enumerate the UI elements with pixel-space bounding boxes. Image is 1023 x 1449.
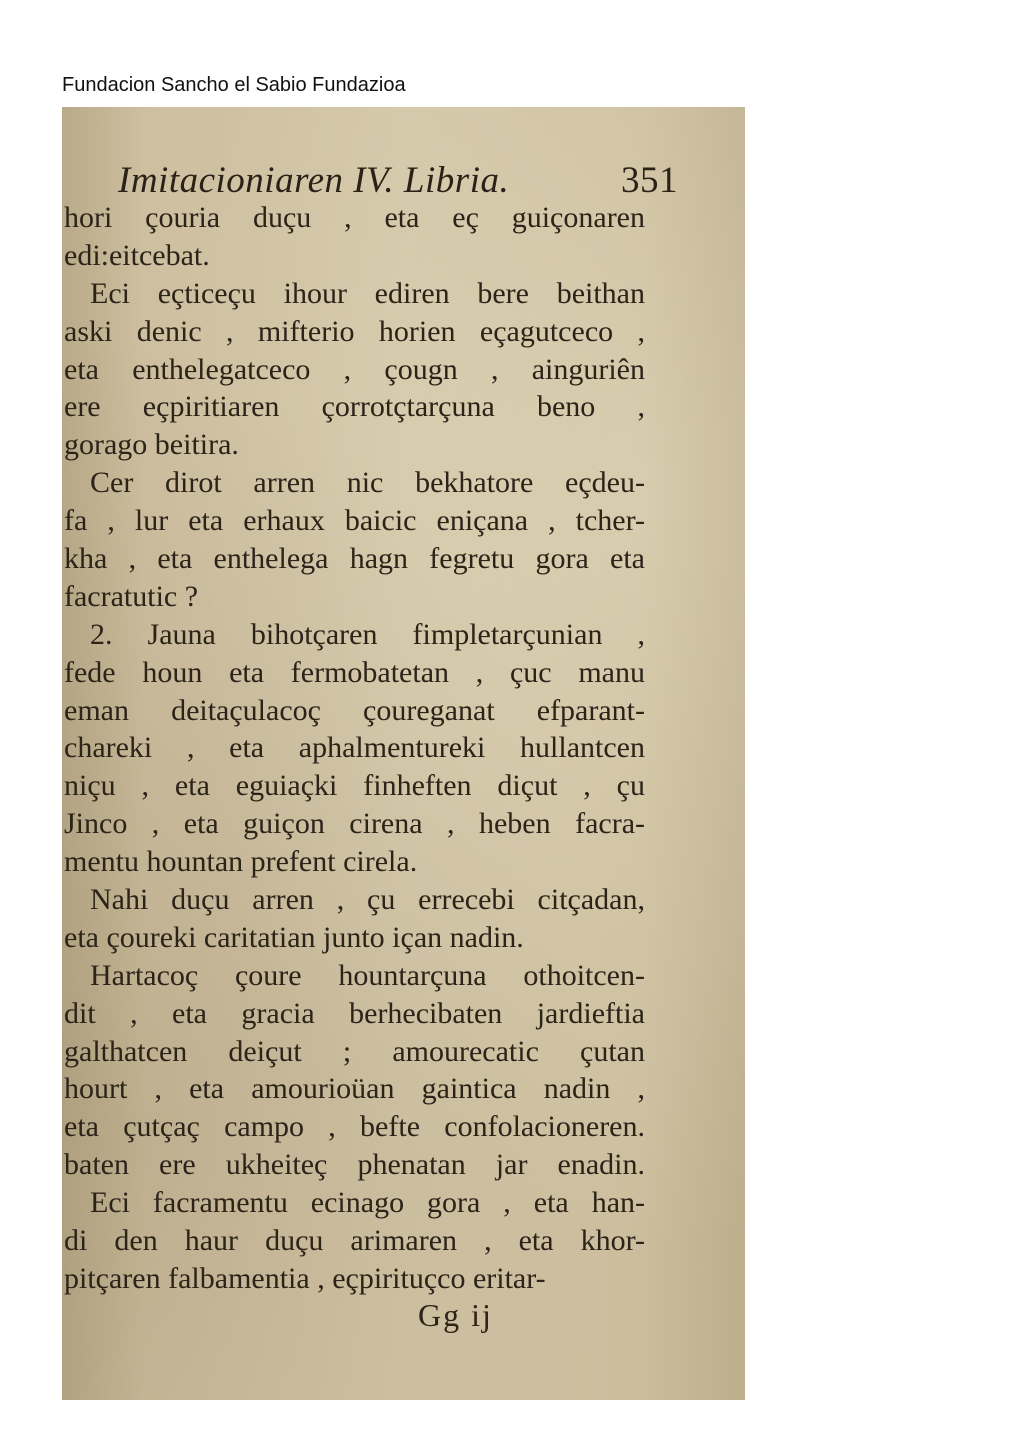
source-label: Fundacion Sancho el Sabio Fundazioa — [62, 74, 406, 96]
text-line: eta çutçaç campo , befte confolacioneren. — [64, 1110, 645, 1144]
text-line: Nahi duçu arren , çu errecebi citçadan, — [90, 883, 645, 917]
signature-mark: Gg ij — [418, 1297, 493, 1333]
text-line: ere eçpiritiaren çorrotçtarçuna beno , — [64, 390, 645, 424]
text-line: edi:eitcebat. — [64, 238, 210, 272]
running-header — [118, 159, 678, 202]
text-line: eta enthelegatceco , çougn , ainguriên — [64, 352, 645, 386]
text-line: galthatcen deiçut ; amourecatic çutan — [64, 1034, 645, 1068]
text-line: hori çouria duçu , eta eç guiçonaren — [64, 201, 645, 234]
running-title: Imitacioniaren IV. Libria. — [118, 160, 510, 201]
text-line: eman deitaçulacoç çoureganat efparant- — [64, 693, 645, 727]
text-line: fede houn eta fermobatetan , çuc manu — [64, 655, 645, 689]
text-line: hourt , eta amourioüan gaintica nadin , — [64, 1072, 645, 1106]
scanned-page — [62, 107, 745, 1400]
text-line: gorago beitira. — [64, 428, 239, 462]
text-line: Eci eçticeçu ihour ediren bere beithan — [90, 276, 645, 310]
text-line: chareki , eta aphalmentureki hullantcen — [64, 731, 645, 765]
text-line: 2. Jauna bihotçaren fimpletarçunian , — [90, 617, 645, 651]
text-line: pitçaren falbamentia , eçpirituçco eritar- — [64, 1261, 546, 1295]
text-line: fa , lur eta erhaux baicic eniçana , tcher- — [64, 504, 645, 538]
text-line: mentu hountan prefent cirela. — [64, 845, 418, 879]
text-line: Hartacoç çoure hountarçuna othoitcen- — [90, 958, 645, 992]
text-line: Jinco , eta guiçon cirena , heben facra- — [64, 807, 645, 841]
page-number: 351 — [621, 160, 678, 201]
text-line: facratutic ? — [64, 579, 199, 613]
text-line: baten ere ukheiteç phenatan jar enadin. — [64, 1148, 645, 1182]
text-line: eta çoureki caritatian junto içan nadin. — [64, 920, 524, 954]
text-line: kha , eta enthelega hagn fegretu gora eta — [64, 542, 645, 576]
text-line: niçu , eta eguiaçki finheften diçut , çu — [64, 769, 645, 803]
text-line: aski denic , mifterio horien eçagutceco , — [64, 314, 645, 348]
text-line: Eci facramentu ecinago gora , eta han- — [90, 1186, 645, 1220]
body-text — [62, 199, 645, 1298]
text-line: dit , eta gracia berhecibaten jardieftia — [64, 996, 645, 1030]
text-line: di den haur duçu arimaren , eta khor- — [64, 1224, 645, 1258]
text-line: Cer dirot arren nic bekhatore eçdeu- — [90, 466, 645, 500]
